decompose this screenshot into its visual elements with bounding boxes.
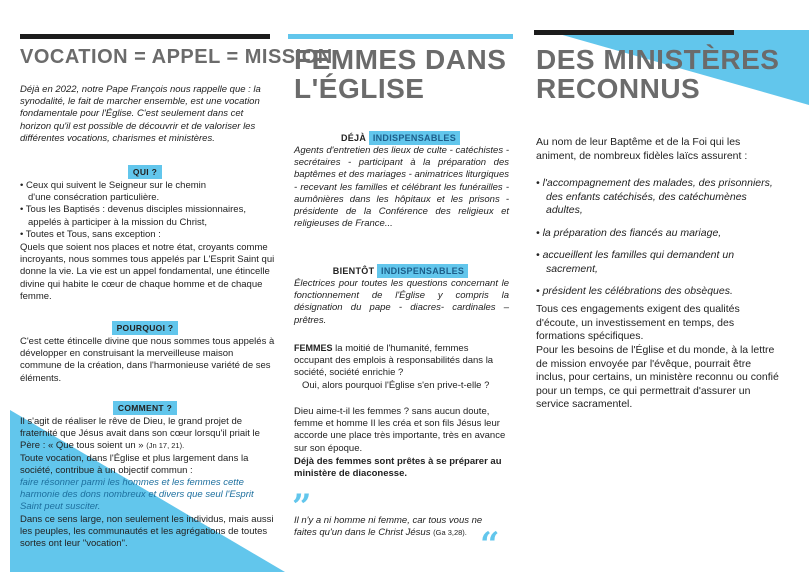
col1-top-rule xyxy=(20,34,270,39)
comment-text-1: Il s'agit de réaliser le rêve de Dieu, le grand projet de fraternité que Jésus avait dans son cœur lorsqu'il priait le Père : « Que tous soient un » xyxy=(20,416,260,452)
column-vocation xyxy=(0,0,333,572)
bientot-label: BIENTÔT xyxy=(332,266,375,276)
qui-item: • Ceux qui suivent le Seigneur sur le chemin xyxy=(20,180,207,191)
femmes-question: Oui, alors pourquoi l'Église s'en prive-t-elle ? xyxy=(302,379,490,391)
quote-block xyxy=(294,515,494,539)
pourquoi-heading xyxy=(20,321,270,335)
quote-ref: (Ga 3,28). xyxy=(433,528,467,538)
ministeres-list xyxy=(536,177,781,299)
col2-title xyxy=(294,46,506,103)
diaconesse-text: Déjà des femmes sont prêtes à se préparer au ministère de diaconesse. xyxy=(294,456,502,480)
qui-list xyxy=(20,180,275,241)
qui-item: appelés à participer à la mission du Christ, xyxy=(28,216,208,228)
comment-badge: COMMENT ? xyxy=(113,401,177,415)
open-quote-mark: ” xyxy=(292,487,312,527)
col2-title-line1: FEMMES DANS xyxy=(294,44,507,75)
list-item: • président les célébrations des obsèques. xyxy=(536,285,733,297)
list-item-text: président les célébrations des obsèques. xyxy=(542,285,733,297)
comment-text-3: Dans ce sens large, non seulement les individus, mais aussi les peuples, les communautés et les agrégations de toutes sortes ont leur "vocation". xyxy=(20,513,274,550)
bientot-badge: INDISPENSABLES xyxy=(377,264,468,278)
col2-top-rule xyxy=(288,34,513,39)
comment-block xyxy=(20,416,275,550)
deja-heading xyxy=(288,131,513,145)
col3-intro: Au nom de leur Baptême et de la Foi qui les animent, de nombreux fidèles laïcs assurent : xyxy=(536,136,748,162)
quote-text: Il n'y a ni homme ni femme, car tous vous ne faites qu'un dans le Christ Jésus xyxy=(294,515,483,539)
comment-ref: (Jn 17, 21). xyxy=(146,441,185,451)
deja-badge: INDISPENSABLES xyxy=(369,131,460,145)
col1-title: VOCATION = APPEL = MISSION xyxy=(20,46,333,68)
qui-text: Quels que soient nos places et notre état, croyants comme incroyants, nous sommes tous appelés par L'Esprit Saint qui donne la vie. La vie est un appel fondamental, une étincelle divine qui habite le cœur de chaque homme et de chaque femme. xyxy=(20,242,275,302)
bientot-heading xyxy=(288,264,513,278)
col3-text-1: Tous ces engagements exigent des qualités d'écoute, un investissement en temps, des formations spécifiques. xyxy=(536,303,740,342)
comment-heading xyxy=(20,401,270,415)
femmes-block xyxy=(294,342,509,392)
list-item-text: la préparation des fiancés au mariage, xyxy=(542,226,722,239)
col3-title-line2: RECONNUS xyxy=(536,72,701,104)
qui-heading xyxy=(20,165,270,179)
col3-title xyxy=(536,46,779,103)
column-ministeres xyxy=(520,0,790,572)
pourquoi-text: C'est cette étincelle divine que nous sommes tous appelés à développer en construisant la merveilleuse maison commune de la création, dans l'harmonieuse variété de ses éléments. xyxy=(20,336,275,384)
list-item-text: l'accompagnement des malades, des prisonniers, des enfants catéchisés, des catéchumènes adultes, xyxy=(542,177,773,216)
deja-label: DÉJÀ xyxy=(340,133,367,143)
list-item: • la préparation des fiancés au mariage, xyxy=(536,226,722,239)
column-femmes xyxy=(288,0,513,572)
col3-top-rule xyxy=(534,30,734,35)
qui-item: • Tous les Baptisés : devenus disciples missionnaires, xyxy=(20,204,246,216)
comment-text-2: Toute vocation, dans l'Église et plus largement dans la société, contribue à un objectif commun : xyxy=(20,452,249,476)
dieu-text: Dieu aime-t-il les femmes ? sans aucun doute, femme et homme Il les créa et son fils Jésus leur accorde une place très importante, très en avance sur son époque. xyxy=(294,406,506,454)
pourquoi-badge: POURQUOI ? xyxy=(112,321,179,335)
femmes-word: FEMMES xyxy=(294,343,333,353)
deja-text: Agents d'entretien des lieux de culte - catéchistes - secrétaires - participant à la préparation des baptêmes et des mariages - animatrices liturgiques - recevant les familles et célébrant les funérailles - aumônières dans les hôpitaux et les prisons - présidente de la Conférence des religieux et religieuses de France... xyxy=(294,145,509,230)
qui-item: • Toutes et Tous, sans exception : xyxy=(20,228,161,240)
col3-title-line1: DES MINISTÈRES xyxy=(536,44,780,75)
close-quote-mark: “ xyxy=(480,525,500,565)
list-item-text: accueillent les familles qui demandent un sacrement, xyxy=(542,249,735,275)
list-item: • accueillent les familles qui demandent un sacrement, xyxy=(536,249,735,275)
col3-text-2: Pour les besoins de l'Église et du monde, à la lettre de mission envoyée par l'évêque, pourrait être inclus, pour certains, un ministère reconnu ou confié pour un temps, ce qui permettrait d'assurer un service sacramentel. xyxy=(536,344,779,410)
list-item: • l'accompagnement des malades, des prisonniers, des enfants catéchisés, des catéchumènes adultes, xyxy=(536,177,773,216)
comment-italic: faire résonner parmi les hommes et les femmes cette harmonie des dons nombreux et divers que seul l'Esprit Saint peut susciter. xyxy=(20,477,254,513)
qui-item: d'une consécration particulière. xyxy=(28,192,160,204)
qui-badge: QUI ? xyxy=(128,165,162,179)
femmes-text: la moitié de l'humanité, femmes occupant des emplois à responsabilités dans la société, société enrichie ? xyxy=(294,343,494,379)
col1-intro: Déjà en 2022, notre Pape François nous rappelle que : la synodalité, le fait de marcher ensemble, est une vocation fondamentale pour l'Église. C'est seulement dans cet horizon qu'il est possible de découvrir et de valoriser les différentes vocations, charismes et ministères. xyxy=(20,84,261,144)
col2-title-line2: L'ÉGLISE xyxy=(294,72,425,104)
bientot-text: Électrices pour toutes les questions concernant le fonctionnement de l'Église y compris la désignation du pape - diacres- cardinales – prêtres. xyxy=(294,278,509,326)
